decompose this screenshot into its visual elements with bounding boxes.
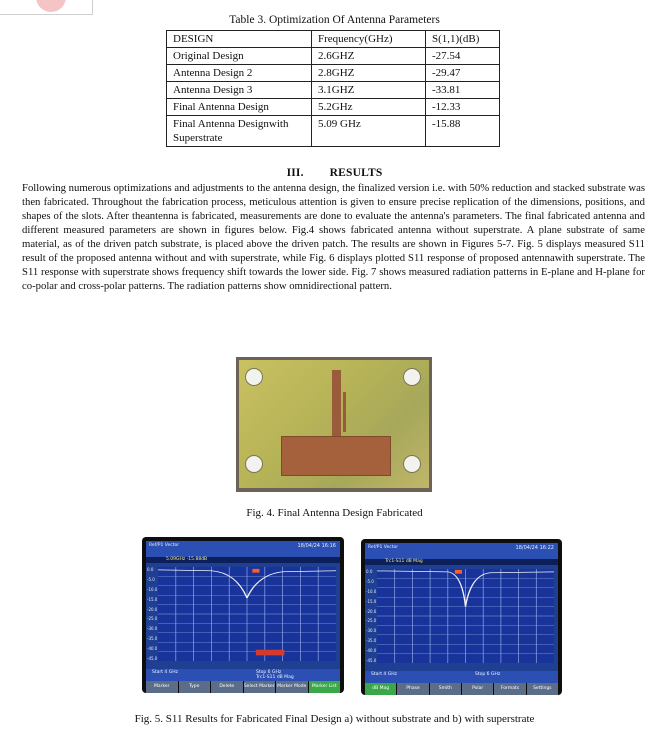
y-tick-label: -10.0 (147, 586, 158, 592)
s11-plot-svg (158, 567, 336, 661)
vna-softkeys (365, 683, 558, 695)
frequency-cell: 5.2GHz (312, 99, 426, 116)
vna-softkeys (146, 681, 340, 701)
softkey-formats: Formats (494, 683, 525, 695)
s11-plot-svg (377, 569, 554, 663)
marker-info-box (256, 650, 284, 656)
frequency-cell: 3.1GHZ (312, 82, 426, 99)
stub-line (343, 392, 346, 432)
vna-plot-area (158, 567, 336, 661)
softkey-settings: Settings (527, 683, 558, 695)
y-tick-label: 0.0 (366, 569, 373, 574)
table-row (167, 116, 500, 147)
frequency-cell: 2.8GHZ (312, 65, 426, 82)
vna-footer (146, 669, 340, 681)
y-tick-label: -25.0 (147, 616, 158, 622)
y-tick-label: -5.0 (147, 576, 155, 582)
y-tick-label: -20.0 (366, 608, 377, 614)
vna-start-freq: Start 4 GHz (152, 670, 178, 675)
vna-datetime: 18/04/24 16:22 (515, 545, 554, 551)
antenna-parameters-table (166, 30, 500, 147)
vna-start-freq: Start 4 GHz (371, 672, 397, 677)
y-tick-label: -45.0 (366, 657, 377, 663)
y-tick-label: -25.0 (366, 618, 377, 624)
vna-plot-area (377, 569, 554, 663)
column-header: DESIGN (167, 31, 312, 48)
vna-title: Ref/P1 Vector (368, 545, 399, 550)
table-row (167, 99, 500, 116)
y-tick-label: -35.0 (366, 638, 377, 644)
vna-stop-freq: Stop 6 GHz (256, 670, 282, 675)
vna-display (365, 543, 558, 683)
table-row (167, 82, 500, 99)
s11-cell: -29.47 (426, 65, 500, 82)
y-tick-label: -35.0 (147, 636, 158, 642)
vna-trace-name: Trc1-S11 dB Mag (256, 675, 294, 680)
table-row (167, 65, 500, 82)
column-header: S(1,1)(dB) (426, 31, 500, 48)
vna-footer (365, 671, 558, 683)
s11-cell: -15.88 (426, 116, 500, 147)
figure-5-caption: Fig. 5. S11 Results for Fabricated Final Design a) without substrate and b) with superstrate (134, 713, 535, 725)
softkey-marker-mode: Marker Mode (276, 681, 308, 693)
fabricated-antenna-photo (236, 357, 432, 492)
figure-4-caption: Fig. 4. Final Antenna Design Fabricated (246, 507, 423, 519)
softkey-marker-list: Marker List (309, 681, 341, 693)
results-paragraph: Following numerous optimizations and adjustments to the antenna design, the finalized version i.e. with 50% reduction and stacked substrate was then fabricated. Throughout the fabrication process, meticulous attention is given to ensure precise replication of the dimensions, positions, and shapes of the slots. After theantenna is fabricated, measurements are done to evaluate the antenna's parameters. The final fabricated antenna and different measured parameters are shown in figures below. Fig.4 shows fabricated antenna without superstrate. A plane substrate of same material, as of the driven patch substrate, is placed above the driven patch. The results are shown in Figures 5-7. Fig. 5 displays measured S11 result of the proposed antenna without and with superstrate, while Fig. 6 displays plotted S11 response of proposed antennawith superstrate. The S11 response with superstrate shows frequency shift towards the lower side. Fig. 7 shows measured radiation patterns in E-plane and H-plane for co-polar and cross-polar patterns. The radiation patterns show omnidirectional pattern. (22, 182, 645, 292)
column-header: Frequency(GHz) (312, 31, 426, 48)
mounting-hole-icon (403, 368, 421, 386)
vna-title: Ref/P1 Vector (149, 543, 180, 548)
marker-icon (455, 570, 462, 574)
y-tick-label: -15.0 (366, 598, 377, 604)
y-tick-label: -45.0 (147, 655, 158, 661)
vna-datetime: 18/04/24 16:16 (297, 543, 336, 549)
s11-cell: -12.33 (426, 99, 500, 116)
design-cell: Antenna Design 3 (167, 82, 312, 99)
vna-stop-freq: Stop 6 GHz (475, 672, 501, 677)
design-cell: Original Design (167, 48, 312, 65)
vna-display (146, 541, 340, 681)
y-tick-label: -30.0 (147, 626, 158, 632)
journal-logo-icon (36, 0, 66, 12)
softkey-marker: Marker (146, 681, 178, 693)
y-tick-label: -40.0 (366, 648, 377, 653)
vna-trace-readout: Trc1-S11 dB Mag (365, 559, 558, 565)
marker-icon (252, 569, 259, 573)
vna-marker-readout: 5.09GHz -15.88dB (146, 557, 340, 563)
y-tick-label: -10.0 (366, 588, 377, 594)
table-header-row (167, 31, 500, 48)
softkey-type: Type (179, 681, 211, 693)
frequency-cell: 5.09 GHz (312, 116, 426, 147)
table-row (167, 48, 500, 65)
design-cell: Final Antenna Design (167, 99, 312, 116)
y-tick-label: -40.0 (147, 646, 158, 651)
design-cell: Final Antenna Designwith Superstrate (167, 116, 312, 147)
softkey-db-mag: dB Mag (365, 683, 396, 695)
section-number: III. (286, 167, 304, 179)
radiating-patch (281, 436, 391, 476)
feed-line (332, 370, 341, 438)
section-title: RESULTS (329, 167, 383, 179)
y-tick-label: -20.0 (147, 606, 158, 612)
table-title: Table 3. Optimization Of Antenna Parameters (229, 14, 440, 26)
vna-y-axis (147, 567, 158, 661)
softkey-phase: Phase (397, 683, 428, 695)
pcb-board (239, 360, 429, 488)
header-logo-box (0, 0, 93, 15)
y-tick-label: -5.0 (366, 578, 374, 584)
softkey-polar: Polar (462, 683, 493, 695)
frequency-cell: 2.6GHZ (312, 48, 426, 65)
design-cell: Antenna Design 2 (167, 65, 312, 82)
softkey-select-marker: Select Marker (244, 681, 276, 693)
mounting-hole-icon (245, 455, 263, 473)
softkey-smith: Smith (430, 683, 461, 695)
softkey-delete-marker: Delete Marker (211, 681, 243, 693)
s11-cell: -33.81 (426, 82, 500, 99)
mounting-hole-icon (245, 368, 263, 386)
vna-y-axis (366, 569, 377, 663)
s11-cell: -27.54 (426, 48, 500, 65)
section-heading (0, 167, 669, 179)
vna-screen-without-superstrate (142, 537, 344, 701)
y-tick-label: -30.0 (366, 628, 377, 634)
y-tick-label: -15.0 (147, 596, 158, 602)
vna-screen-with-superstrate (361, 539, 562, 695)
y-tick-label: 0.0 (147, 567, 154, 572)
mounting-hole-icon (403, 455, 421, 473)
